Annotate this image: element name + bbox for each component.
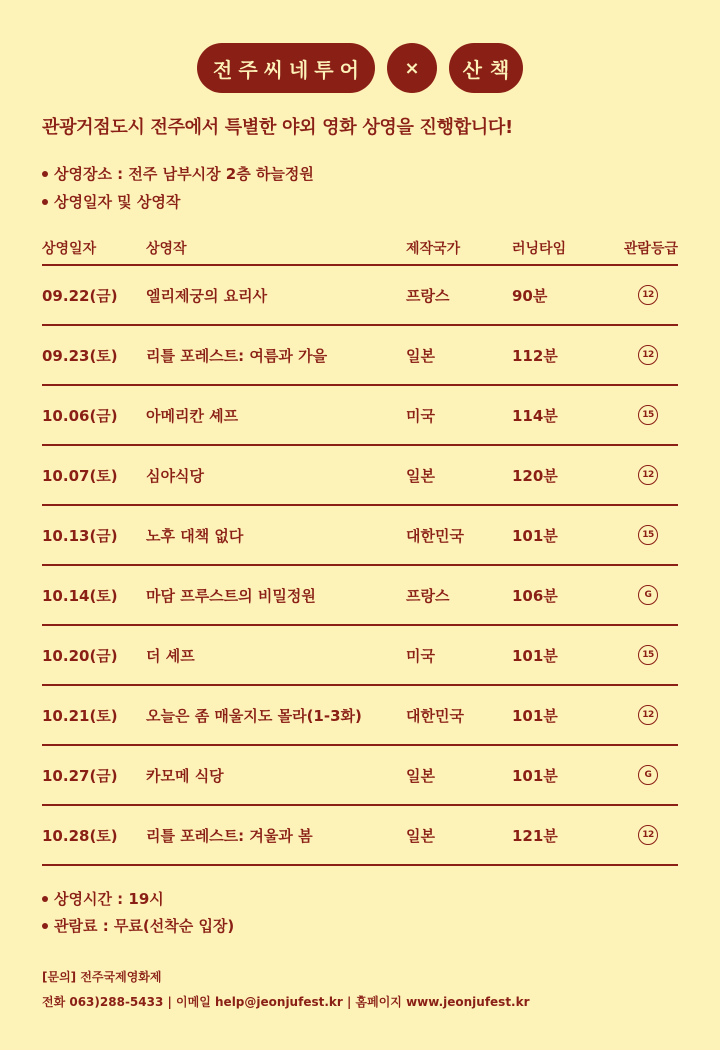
production-country: 미국	[406, 406, 435, 425]
time-text: 상영시간 : 19시	[54, 890, 164, 908]
screening-date: 10.27(금)	[42, 766, 118, 785]
header-date: 상영일자	[42, 241, 97, 257]
age-rating-badge: 12	[638, 705, 658, 725]
production-country: 일본	[406, 466, 435, 485]
running-time: 114분	[512, 406, 558, 425]
age-rating-cell	[602, 345, 678, 365]
header-country: 제작국가	[406, 241, 461, 257]
screening-date: 09.23(토)	[42, 346, 118, 365]
production-country: 프랑스	[406, 586, 450, 605]
production-country: 일본	[406, 346, 435, 365]
collaboration-x-icon: ×	[387, 43, 437, 93]
movie-title: 카모메 식당	[146, 766, 224, 785]
table-row	[42, 566, 678, 626]
running-time: 106분	[512, 586, 558, 605]
fee-text: 관람료 : 무료(선착순 입장)	[54, 917, 235, 935]
table-header	[42, 232, 678, 266]
movie-title: 리틀 포레스트: 여름과 가을	[146, 346, 328, 365]
header-runtime: 러닝타임	[512, 241, 567, 257]
bullet-icon	[42, 171, 48, 177]
age-rating-cell	[602, 765, 678, 785]
age-rating-badge: G	[638, 585, 658, 605]
age-rating-cell	[602, 645, 678, 665]
running-time: 101분	[512, 766, 558, 785]
screening-date: 10.06(금)	[42, 406, 118, 425]
bullet-icon	[42, 923, 48, 929]
header-title: 상영작	[146, 241, 187, 257]
schedule-text: 상영일자 및 상영작	[54, 193, 181, 211]
age-rating-badge: 12	[638, 285, 658, 305]
table-row	[42, 506, 678, 566]
headline: 관광거점도시 전주에서 특별한 야외 영화 상영을 진행합니다!	[42, 117, 513, 138]
table-row	[42, 326, 678, 386]
age-rating-cell	[602, 405, 678, 425]
screening-date: 10.07(토)	[42, 466, 118, 485]
screening-date: 09.22(금)	[42, 286, 118, 305]
schedule-info	[42, 191, 180, 212]
age-rating-cell	[602, 585, 678, 605]
running-time: 112분	[512, 346, 558, 365]
movie-title: 리틀 포레스트: 겨울과 봄	[146, 826, 313, 845]
header-rating: 관람등급	[623, 241, 678, 257]
jeonju-cinetour-badge: 전주씨네투어	[197, 43, 375, 93]
inquiry-text: [문의] 전주국제영화제	[42, 970, 162, 984]
fee-info	[42, 915, 234, 936]
movie-title: 오늘은 좀 매울지도 몰라(1-3화)	[146, 706, 362, 725]
running-time: 120분	[512, 466, 558, 485]
production-country: 미국	[406, 646, 435, 665]
screening-date: 10.20(금)	[42, 646, 118, 665]
bullet-icon	[42, 896, 48, 902]
age-rating-cell	[602, 465, 678, 485]
age-rating-badge: 12	[638, 345, 658, 365]
screening-date: 10.28(토)	[42, 826, 118, 845]
running-time: 101분	[512, 526, 558, 545]
sanchaek-badge: 산책	[449, 43, 523, 93]
venue-info	[42, 163, 314, 184]
bullet-icon	[42, 199, 48, 205]
age-rating-cell	[602, 525, 678, 545]
screening-date: 10.13(금)	[42, 526, 118, 545]
age-rating-badge: 12	[638, 465, 658, 485]
venue-text: 상영장소 : 전주 남부시장 2층 하늘정원	[54, 165, 314, 183]
production-country: 일본	[406, 766, 435, 785]
production-country: 대한민국	[406, 706, 464, 725]
table-row	[42, 386, 678, 446]
table-row	[42, 806, 678, 866]
movie-title: 아메리칸 셰프	[146, 406, 239, 425]
event-header	[0, 43, 720, 93]
running-time: 121분	[512, 826, 558, 845]
age-rating-badge: G	[638, 765, 658, 785]
running-time: 90분	[512, 286, 548, 305]
table-row	[42, 746, 678, 806]
movie-title: 심야식당	[146, 466, 204, 485]
movie-title: 더 셰프	[146, 646, 195, 665]
age-rating-badge: 15	[638, 525, 658, 545]
time-info	[42, 888, 164, 909]
table-row	[42, 446, 678, 506]
age-rating-badge: 15	[638, 645, 658, 665]
movie-title: 엘리제궁의 요리사	[146, 286, 268, 305]
production-country: 일본	[406, 826, 435, 845]
contact-text: 전화 063)288-5433 | 이메일 help@jeonjufest.kr | 홈페이지 www.jeonjufest.kr	[42, 995, 530, 1009]
screening-table	[42, 232, 678, 866]
running-time: 101분	[512, 646, 558, 665]
age-rating-cell	[602, 285, 678, 305]
age-rating-badge: 12	[638, 825, 658, 845]
table-row	[42, 266, 678, 326]
screening-date: 10.21(토)	[42, 706, 118, 725]
age-rating-cell	[602, 825, 678, 845]
age-rating-badge: 15	[638, 405, 658, 425]
movie-title: 노후 대책 없다	[146, 526, 244, 545]
table-row	[42, 686, 678, 746]
table-row	[42, 626, 678, 686]
production-country: 프랑스	[406, 286, 450, 305]
screening-date: 10.14(토)	[42, 586, 118, 605]
production-country: 대한민국	[406, 526, 464, 545]
age-rating-cell	[602, 705, 678, 725]
movie-title: 마담 프루스트의 비밀정원	[146, 586, 316, 605]
running-time: 101분	[512, 706, 558, 725]
